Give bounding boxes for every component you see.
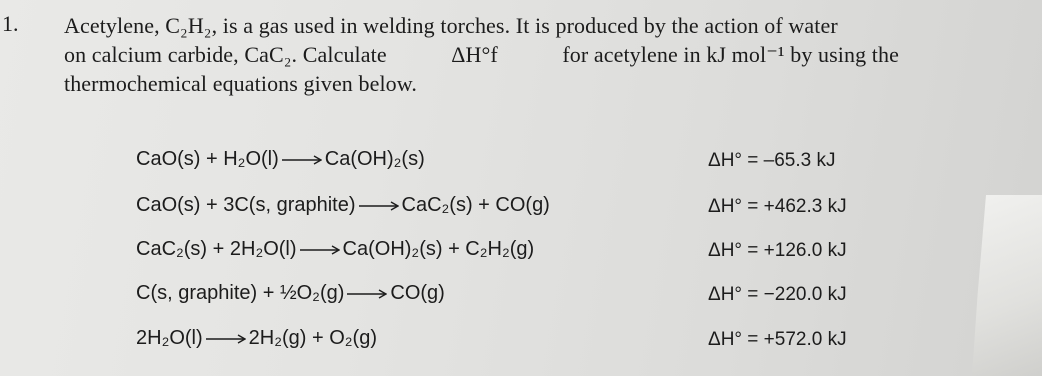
equation-reactants: CaO(s) + 3C(s, graphite) [136, 194, 356, 216]
equation-3 [136, 238, 534, 261]
reaction-arrow-icon [282, 154, 322, 166]
adjacent-page-edge [972, 195, 1042, 376]
equation-reactants: CaO(s) + H₂O(l) [136, 148, 279, 170]
equation-2 [136, 194, 550, 217]
equation-products: CaC₂(s) + CO(g) [401, 194, 550, 216]
enthalpy-value-1: ΔH° = –65.3 kJ [708, 150, 836, 171]
delta-h-formation-symbol: ΔH°f [451, 42, 498, 67]
reaction-arrow-icon [206, 333, 246, 345]
equation-products: 2H₂(g) + O₂(g) [248, 327, 377, 349]
equation-5 [136, 327, 377, 350]
enthalpy-value-4: ΔH° = −220.0 kJ [708, 284, 847, 305]
equation-reactants: C(s, graphite) + ½O₂(g) [136, 282, 345, 304]
reaction-arrow-icon [347, 288, 387, 300]
equation-products: Ca(OH)₂(s) + C₂H₂(g) [342, 238, 535, 260]
equation-reactants: 2H₂O(l) [136, 327, 203, 349]
question-line-2 [64, 40, 899, 69]
equation-products: Ca(OH)₂(s) [324, 148, 425, 170]
equation-1 [136, 148, 425, 171]
reaction-arrow-icon [359, 200, 399, 212]
enthalpy-value-3: ΔH° = +126.0 kJ [708, 240, 847, 261]
question-line-2-part-1: on calcium carbide, CaC₂. Calculate [64, 42, 387, 67]
question-line-3: thermochemical equations given below. [64, 71, 417, 96]
equation-4 [136, 282, 445, 305]
reaction-arrow-icon [300, 244, 340, 256]
equation-reactants: CaC₂(s) + 2H₂O(l) [136, 238, 297, 260]
question-text [64, 11, 904, 98]
enthalpy-value-2: ΔH° = +462.3 kJ [708, 196, 847, 217]
question-line-1: Acetylene, C₂H₂, is a gas used in welding torches. It is produced by the action of water [64, 13, 838, 38]
question-number: 1. [2, 11, 19, 36]
question-line-2-part-3: for acetylene in kJ mol⁻¹ by using the [562, 42, 899, 67]
equation-products: CO(g) [390, 282, 445, 304]
enthalpy-value-5: ΔH° = +572.0 kJ [708, 329, 847, 350]
